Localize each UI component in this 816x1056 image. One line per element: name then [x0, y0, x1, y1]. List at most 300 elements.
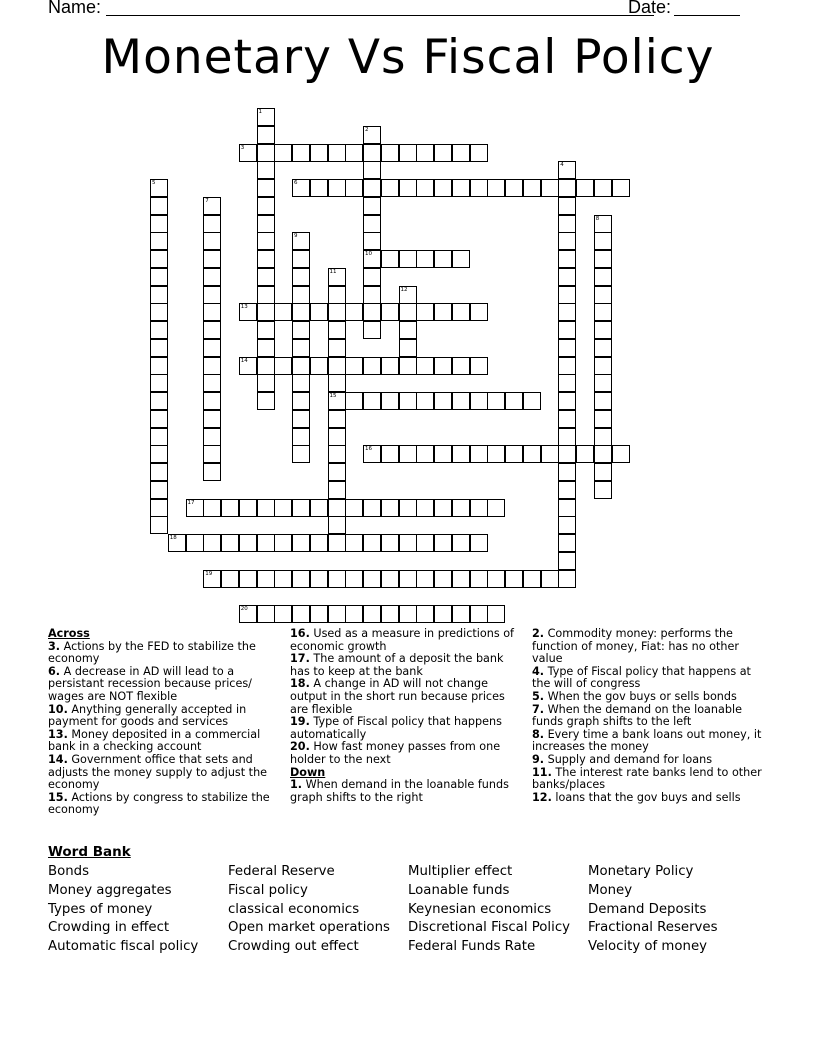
crossword-cell[interactable]: [399, 179, 417, 197]
crossword-cell[interactable]: [434, 303, 452, 321]
crossword-cell[interactable]: [203, 357, 221, 375]
crossword-cell[interactable]: [470, 445, 488, 463]
clue-number: 20: [240, 606, 248, 612]
crossword-cell[interactable]: [363, 605, 381, 623]
crossword-cell[interactable]: [310, 303, 328, 321]
crossword-cell[interactable]: [381, 499, 399, 517]
crossword-cell[interactable]: [239, 357, 257, 375]
crossword-cell[interactable]: [150, 357, 168, 375]
crossword-cell[interactable]: [399, 250, 417, 268]
crossword-cell[interactable]: [239, 499, 257, 517]
crossword-cell[interactable]: [292, 374, 310, 392]
crossword-cell[interactable]: [416, 570, 434, 588]
crossword-cell[interactable]: [363, 286, 381, 304]
crossword-cell[interactable]: [505, 570, 523, 588]
crossword-cell[interactable]: [150, 445, 168, 463]
crossword-cell[interactable]: [186, 534, 204, 552]
word-bank-item: Automatic fiscal policy: [48, 939, 199, 955]
crossword-cell[interactable]: [541, 570, 559, 588]
crossword-cell[interactable]: [363, 215, 381, 233]
crossword-cell[interactable]: [594, 392, 612, 410]
word-bank-item: Money aggregates: [48, 882, 172, 898]
crossword-cell[interactable]: [363, 357, 381, 375]
crossword-cell[interactable]: [328, 410, 346, 428]
crossword-cell[interactable]: [381, 250, 399, 268]
crossword-cell[interactable]: [150, 197, 168, 215]
crossword-cell[interactable]: [434, 179, 452, 197]
crossword-cell[interactable]: [274, 605, 292, 623]
crossword-cell[interactable]: [594, 428, 612, 446]
crossword-cell[interactable]: [239, 303, 257, 321]
crossword-cell[interactable]: [558, 303, 576, 321]
crossword-cell[interactable]: [523, 570, 541, 588]
crossword-cell[interactable]: [203, 197, 221, 215]
crossword-cell[interactable]: [257, 534, 275, 552]
crossword-cell[interactable]: [381, 303, 399, 321]
crossword-cell[interactable]: [434, 144, 452, 162]
crossword-cell[interactable]: [416, 605, 434, 623]
crossword-cell[interactable]: [328, 286, 346, 304]
crossword-cell[interactable]: [345, 144, 363, 162]
crossword-cell[interactable]: [416, 250, 434, 268]
crossword-cell[interactable]: [257, 161, 275, 179]
word-bank-heading: Word Bank: [48, 844, 131, 860]
crossword-cell[interactable]: [257, 215, 275, 233]
crossword-cell[interactable]: [381, 570, 399, 588]
crossword-cell[interactable]: [452, 570, 470, 588]
crossword-cell[interactable]: [452, 445, 470, 463]
crossword-cell[interactable]: [399, 445, 417, 463]
crossword-cell[interactable]: [399, 286, 417, 304]
crossword-cell[interactable]: [257, 286, 275, 304]
crossword-cell[interactable]: [416, 144, 434, 162]
crossword-cell[interactable]: [381, 392, 399, 410]
crossword-cell[interactable]: [381, 445, 399, 463]
crossword-cell[interactable]: [257, 339, 275, 357]
crossword-cell[interactable]: [310, 605, 328, 623]
crossword-cell[interactable]: [363, 179, 381, 197]
crossword-cell[interactable]: [310, 534, 328, 552]
crossword-cell[interactable]: [470, 357, 488, 375]
crossword-cell[interactable]: [150, 215, 168, 233]
crossword-cell[interactable]: [594, 463, 612, 481]
crossword-cell[interactable]: [452, 250, 470, 268]
crossword-cell[interactable]: [345, 357, 363, 375]
crossword-cell[interactable]: [558, 339, 576, 357]
crossword-cell[interactable]: [558, 268, 576, 286]
crossword-cell[interactable]: [363, 144, 381, 162]
crossword-cell[interactable]: [487, 570, 505, 588]
crossword-cell[interactable]: [274, 357, 292, 375]
crossword-cell[interactable]: [328, 463, 346, 481]
crossword-cell[interactable]: [594, 179, 612, 197]
crossword-cell[interactable]: [310, 570, 328, 588]
crossword-cell[interactable]: [452, 392, 470, 410]
crossword-cell[interactable]: [381, 144, 399, 162]
crossword-cell[interactable]: [310, 357, 328, 375]
crossword-cell[interactable]: [150, 374, 168, 392]
crossword-cell[interactable]: [363, 197, 381, 215]
crossword-cell[interactable]: [594, 374, 612, 392]
crossword-cell[interactable]: [363, 303, 381, 321]
crossword-cell[interactable]: [150, 286, 168, 304]
crossword-cell[interactable]: [594, 321, 612, 339]
clue-number: 10: [365, 251, 372, 257]
crossword-cell[interactable]: [558, 357, 576, 375]
crossword-cell[interactable]: [257, 179, 275, 197]
crossword-cell[interactable]: [594, 339, 612, 357]
crossword-cell[interactable]: [203, 410, 221, 428]
crossword-cell[interactable]: [257, 357, 275, 375]
crossword-cell[interactable]: [203, 463, 221, 481]
crossword-cell[interactable]: [186, 499, 204, 517]
crossword-cell[interactable]: [345, 605, 363, 623]
crossword-cell[interactable]: [292, 268, 310, 286]
crossword-cell[interactable]: [328, 357, 346, 375]
crossword-cell[interactable]: [257, 321, 275, 339]
crossword-cell[interactable]: [168, 534, 186, 552]
crossword-cell[interactable]: [328, 179, 346, 197]
crossword-cell[interactable]: [203, 250, 221, 268]
crossword-cell[interactable]: [363, 321, 381, 339]
crossword-cell[interactable]: [150, 463, 168, 481]
crossword-cell[interactable]: [292, 339, 310, 357]
crossword-cell[interactable]: [434, 605, 452, 623]
crossword-cell[interactable]: [328, 392, 346, 410]
crossword-cell[interactable]: [487, 392, 505, 410]
crossword-cell[interactable]: [558, 161, 576, 179]
crossword-cell[interactable]: [203, 232, 221, 250]
crossword-cell[interactable]: [292, 605, 310, 623]
crossword-cell[interactable]: [257, 374, 275, 392]
crossword-cell[interactable]: [399, 144, 417, 162]
crossword-cell[interactable]: [558, 215, 576, 233]
crossword-cell[interactable]: [274, 144, 292, 162]
crossword-cell[interactable]: [310, 499, 328, 517]
crossword-cell[interactable]: [470, 499, 488, 517]
crossword-cell[interactable]: [292, 321, 310, 339]
crossword-cell[interactable]: [416, 303, 434, 321]
crossword-cell[interactable]: [257, 232, 275, 250]
crossword-cell[interactable]: [594, 357, 612, 375]
crossword-cell[interactable]: [416, 499, 434, 517]
crossword-cell[interactable]: [612, 445, 630, 463]
crossword-cell[interactable]: [434, 499, 452, 517]
word-bank-item: Monetary Policy: [588, 864, 694, 879]
crossword-cell[interactable]: [399, 392, 417, 410]
crossword-cell[interactable]: [434, 357, 452, 375]
crossword-cell[interactable]: [541, 445, 559, 463]
crossword-cell[interactable]: [363, 161, 381, 179]
crossword-cell[interactable]: [257, 268, 275, 286]
crossword-cell[interactable]: [292, 428, 310, 446]
crossword-cell[interactable]: [203, 445, 221, 463]
crossword-cell[interactable]: [203, 303, 221, 321]
crossword-cell[interactable]: [470, 392, 488, 410]
crossword-cell[interactable]: [257, 126, 275, 144]
crossword-cell[interactable]: [452, 179, 470, 197]
crossword-cell[interactable]: [239, 570, 257, 588]
crossword-cell[interactable]: [239, 605, 257, 623]
crossword-cell[interactable]: [328, 339, 346, 357]
crossword-cell[interactable]: [328, 321, 346, 339]
crossword-cell[interactable]: [292, 357, 310, 375]
crossword-cell[interactable]: [558, 197, 576, 215]
crossword-cell[interactable]: [292, 445, 310, 463]
crossword-cell[interactable]: [328, 499, 346, 517]
crossword-cell[interactable]: [328, 428, 346, 446]
crossword-cell[interactable]: [257, 144, 275, 162]
crossword-cell[interactable]: [470, 570, 488, 588]
crossword-cell[interactable]: [505, 179, 523, 197]
crossword-cell[interactable]: [292, 410, 310, 428]
crossword-cell[interactable]: [470, 303, 488, 321]
crossword-cell[interactable]: [363, 126, 381, 144]
crossword-cell[interactable]: [487, 445, 505, 463]
crossword-cell[interactable]: [505, 445, 523, 463]
crossword-cell[interactable]: [363, 250, 381, 268]
crossword-cell[interactable]: [328, 605, 346, 623]
crossword-cell[interactable]: [345, 303, 363, 321]
crossword-cell[interactable]: [150, 250, 168, 268]
crossword-cell[interactable]: [257, 605, 275, 623]
crossword-cell[interactable]: [541, 179, 559, 197]
crossword-cell[interactable]: [257, 108, 275, 126]
crossword-cell[interactable]: [381, 605, 399, 623]
crossword-cell[interactable]: [221, 534, 239, 552]
crossword-cell[interactable]: [328, 144, 346, 162]
crossword-cell[interactable]: [416, 392, 434, 410]
crossword-cell[interactable]: [558, 232, 576, 250]
crossword-cell[interactable]: [257, 197, 275, 215]
crossword-cell[interactable]: [203, 570, 221, 588]
crossword-cell[interactable]: [399, 534, 417, 552]
crossword-cell[interactable]: [558, 534, 576, 552]
crossword-cell[interactable]: [239, 534, 257, 552]
crossword-cell[interactable]: [150, 321, 168, 339]
crossword-cell[interactable]: [363, 570, 381, 588]
crossword-cell[interactable]: [292, 250, 310, 268]
crossword-cell[interactable]: [594, 286, 612, 304]
crossword-cell[interactable]: [203, 392, 221, 410]
crossword-cell[interactable]: [345, 499, 363, 517]
crossword-cell[interactable]: [363, 268, 381, 286]
crossword-cell[interactable]: [203, 428, 221, 446]
crossword-cell[interactable]: [594, 268, 612, 286]
clue-across-19: 19. Type of Fiscal policy that happens automatically: [290, 715, 502, 741]
crossword-cell[interactable]: [257, 570, 275, 588]
crossword-cell[interactable]: [558, 445, 576, 463]
crossword-cell[interactable]: [470, 534, 488, 552]
crossword-cell[interactable]: [558, 499, 576, 517]
crossword-cell[interactable]: [203, 321, 221, 339]
crossword-cell[interactable]: [292, 179, 310, 197]
crossword-cell[interactable]: [416, 179, 434, 197]
crossword-cell[interactable]: [416, 357, 434, 375]
crossword-cell[interactable]: [594, 232, 612, 250]
crossword-cell[interactable]: [292, 144, 310, 162]
crossword-cell[interactable]: [221, 570, 239, 588]
clue-down-2: 2. Commodity money: performs the function of money, Fiat: has no other value: [532, 627, 739, 666]
crossword-cell[interactable]: [487, 499, 505, 517]
crossword-cell[interactable]: [399, 339, 417, 357]
crossword-cell[interactable]: [345, 534, 363, 552]
crossword-cell[interactable]: [558, 552, 576, 570]
crossword-cell[interactable]: [310, 179, 328, 197]
crossword-cell[interactable]: [203, 499, 221, 517]
crossword-cell[interactable]: [363, 499, 381, 517]
crossword-cell[interactable]: [399, 605, 417, 623]
crossword-cell[interactable]: [594, 410, 612, 428]
crossword-cell[interactable]: [328, 570, 346, 588]
crossword-cell[interactable]: [558, 321, 576, 339]
crossword-cell[interactable]: [150, 268, 168, 286]
crossword-cell[interactable]: [416, 534, 434, 552]
crossword-cell[interactable]: [558, 516, 576, 534]
crossword-cell[interactable]: [328, 481, 346, 499]
crossword-cell[interactable]: [594, 445, 612, 463]
crossword-cell[interactable]: [203, 374, 221, 392]
clue-number: 17: [187, 499, 195, 506]
crossword-cell[interactable]: [257, 250, 275, 268]
crossword-cell[interactable]: [399, 321, 417, 339]
crossword-cell[interactable]: [416, 445, 434, 463]
crossword-cell[interactable]: [487, 179, 505, 197]
crossword-cell[interactable]: [292, 232, 310, 250]
crossword-cell[interactable]: [345, 179, 363, 197]
crossword-cell[interactable]: [558, 570, 576, 588]
crossword-cell[interactable]: [452, 605, 470, 623]
crossword-cell[interactable]: [274, 499, 292, 517]
crossword-cell[interactable]: [594, 481, 612, 499]
crossword-cell[interactable]: [434, 570, 452, 588]
crossword-cell[interactable]: [434, 392, 452, 410]
crossword-cell[interactable]: [470, 144, 488, 162]
crossword-cell[interactable]: [558, 374, 576, 392]
crossword-cell[interactable]: [399, 570, 417, 588]
crossword-cell[interactable]: [363, 445, 381, 463]
crossword-cell[interactable]: [470, 605, 488, 623]
crossword-cell[interactable]: [292, 286, 310, 304]
clue-down-1: 1. When demand in the loanable funds graph shifts to the right: [290, 778, 509, 804]
crossword-cell[interactable]: [257, 499, 275, 517]
word-bank-item: Types of money: [48, 901, 153, 917]
crossword-cell[interactable]: [274, 534, 292, 552]
crossword-cell[interactable]: [434, 445, 452, 463]
crossword-cell[interactable]: [594, 303, 612, 321]
crossword-cell[interactable]: [328, 374, 346, 392]
crossword-cell[interactable]: [150, 392, 168, 410]
crossword-cell[interactable]: [203, 268, 221, 286]
crossword-cell[interactable]: [328, 445, 346, 463]
crossword-cell[interactable]: [381, 534, 399, 552]
crossword-cell[interactable]: [150, 481, 168, 499]
crossword-cell[interactable]: [203, 339, 221, 357]
crossword-cell[interactable]: [345, 570, 363, 588]
crossword-cell[interactable]: [292, 499, 310, 517]
crossword-cell[interactable]: [292, 534, 310, 552]
crossword-cell[interactable]: [328, 303, 346, 321]
crossword-cell[interactable]: [150, 410, 168, 428]
crossword-cell[interactable]: [150, 303, 168, 321]
clues-column-2: [290, 628, 522, 804]
crossword-cell[interactable]: [274, 570, 292, 588]
crossword-cell[interactable]: [434, 534, 452, 552]
crossword-cell[interactable]: [150, 499, 168, 517]
crossword-cell[interactable]: [292, 303, 310, 321]
crossword-cell[interactable]: [274, 303, 292, 321]
crossword-cell[interactable]: [221, 499, 239, 517]
crossword-cell[interactable]: [558, 481, 576, 499]
clue-down-4: 4. Type of Fiscal policy that happens at the will of congress: [532, 664, 751, 691]
crossword-cell[interactable]: [452, 534, 470, 552]
crossword-cell[interactable]: [150, 428, 168, 446]
crossword-cell[interactable]: [558, 463, 576, 481]
crossword-cell[interactable]: [576, 445, 594, 463]
crossword-cell[interactable]: [150, 516, 168, 534]
crossword-cell[interactable]: [363, 392, 381, 410]
crossword-cell[interactable]: [328, 516, 346, 534]
crossword-cell[interactable]: [558, 392, 576, 410]
crossword-cell[interactable]: [150, 339, 168, 357]
crossword-cell[interactable]: [381, 179, 399, 197]
crossword-cell[interactable]: [257, 392, 275, 410]
crossword-cell[interactable]: [328, 534, 346, 552]
crossword-cell[interactable]: [523, 445, 541, 463]
crossword-cell[interactable]: [434, 250, 452, 268]
crossword-cell[interactable]: [452, 144, 470, 162]
crossword-cell[interactable]: [203, 534, 221, 552]
crossword-cell[interactable]: [558, 179, 576, 197]
crossword-cell[interactable]: [558, 286, 576, 304]
crossword-cell[interactable]: [558, 410, 576, 428]
crossword-cell[interactable]: [487, 605, 505, 623]
crossword-cell[interactable]: [558, 428, 576, 446]
crossword-cell[interactable]: [345, 392, 363, 410]
crossword-cell[interactable]: [363, 232, 381, 250]
crossword-cell[interactable]: [363, 534, 381, 552]
crossword-cell[interactable]: [594, 250, 612, 268]
crossword-cell[interactable]: [470, 179, 488, 197]
crossword-cell[interactable]: [150, 179, 168, 197]
crossword-cell[interactable]: [203, 215, 221, 233]
word-bank: [48, 844, 788, 957]
crossword-cell[interactable]: [150, 232, 168, 250]
clue-number: 7: [205, 197, 209, 204]
crossword-cell[interactable]: [292, 392, 310, 410]
crossword-cell[interactable]: [452, 499, 470, 517]
crossword-cell[interactable]: [399, 357, 417, 375]
crossword-cell[interactable]: [399, 499, 417, 517]
crossword-cell[interactable]: [381, 357, 399, 375]
crossword-cell[interactable]: [310, 144, 328, 162]
crossword-cell[interactable]: [505, 392, 523, 410]
crossword-cell[interactable]: [257, 303, 275, 321]
crossword-cell[interactable]: [523, 179, 541, 197]
crossword-cell[interactable]: [523, 392, 541, 410]
crossword-cell[interactable]: [292, 570, 310, 588]
crossword-cell[interactable]: [328, 268, 346, 286]
crossword-cell[interactable]: [576, 179, 594, 197]
crossword-cell[interactable]: [612, 179, 630, 197]
crossword-cell[interactable]: [558, 250, 576, 268]
crossword-cell[interactable]: [203, 286, 221, 304]
crossword-cell[interactable]: [452, 357, 470, 375]
crossword-cell[interactable]: [399, 303, 417, 321]
crossword-cell[interactable]: [452, 303, 470, 321]
crossword-cell[interactable]: [239, 144, 257, 162]
crossword-cell[interactable]: [594, 215, 612, 233]
